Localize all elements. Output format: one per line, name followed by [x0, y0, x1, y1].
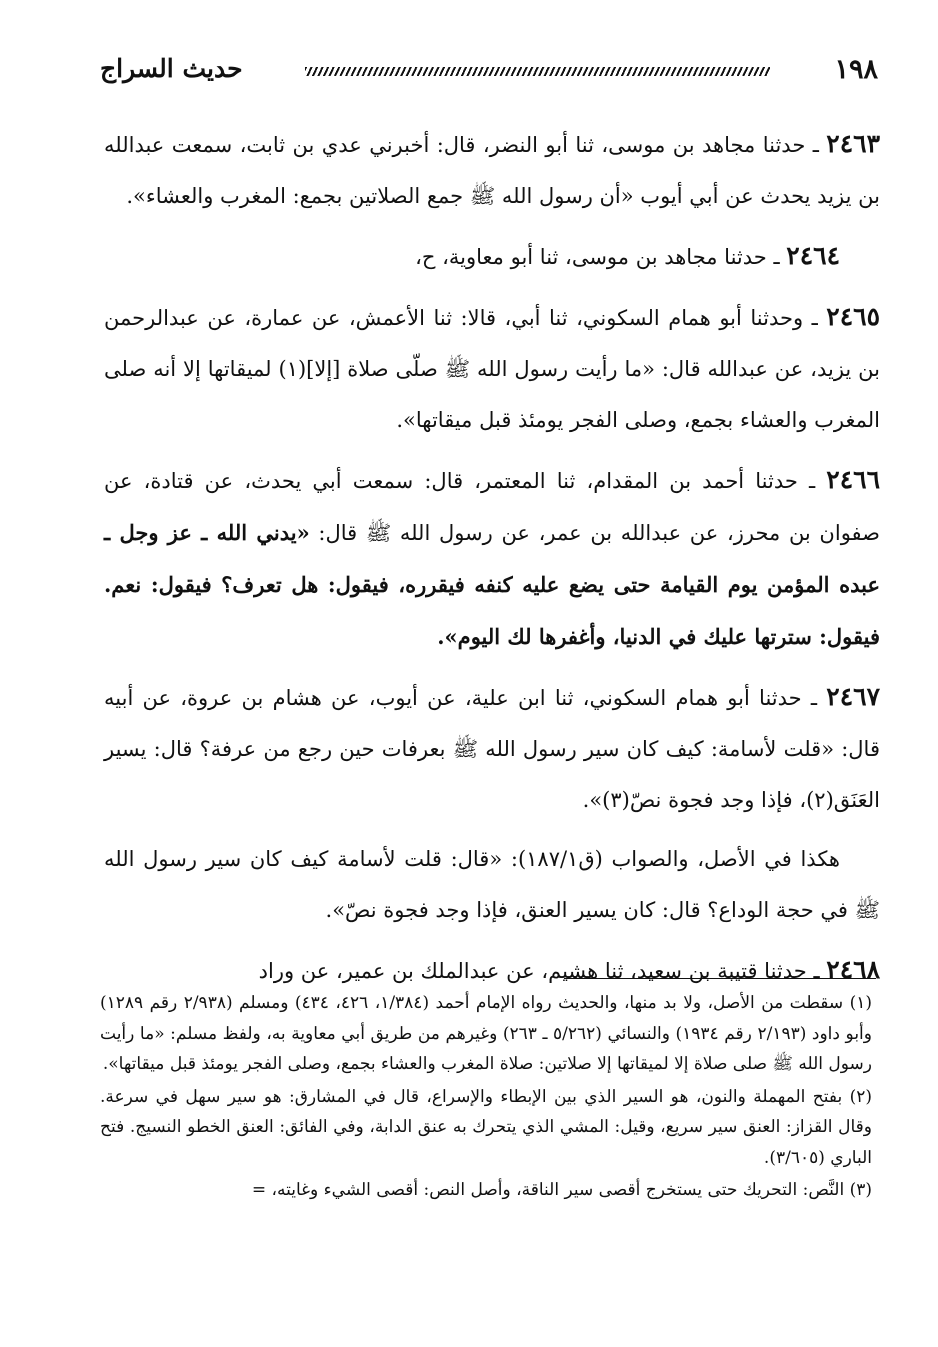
hadith-number: ٢٤٦٤ [786, 241, 840, 270]
hadith-number: ٢٤٦٦ [826, 465, 880, 494]
hadith-2463 [104, 118, 880, 222]
hadith-2465 [104, 291, 880, 446]
page-header [100, 52, 878, 88]
hadith-number: ٢٤٦٨ [826, 955, 880, 984]
page-number: ١٩٨ [834, 54, 878, 85]
footnote-3: (٣) النَّص: التحريك حتى يستخرج أقصى سير الناقة، وأصل النص: أقصى الشيء وغايته، = [251, 1180, 872, 1200]
footnote-1: (١) سقطت من الأصل، ولا بد منها، والحديث رواه الإمام أحمد (١/٣٨٤، ٤٢٦، ٤٣٤) ومسلم (٢/٩٣٨ رقم ١٢٨٩) وأبو داود (٢/١٩٣ رقم ١٩٣٤) والنسائي (٥/٢٦٢ ـ ٢٦٣) وغيرهم من طريق أبي معاوية به، ولفظ مسلم: «ما رأيت رسول الله ﷺ صلى صلاة إلا لميقاتها إلا صلاتين: صلاة المغرب والعشاء بجمع، وصلى الفجر يومئذ قبل ميقاتها». [100, 993, 873, 1074]
hadith-text: ـ حدثنا قتيبة بن سعيد، ثنا هشيم، عن عبدالملك بن عمير، عن وراد [258, 959, 827, 983]
footnotes [100, 988, 872, 1208]
hadith-2467 [104, 671, 880, 826]
footnote-separator [564, 978, 876, 979]
hadith-2466 [104, 454, 880, 663]
hadith-text: ـ حدثنا أبو همام السكوني، ثنا ابن علية، عن أيوب، عن هشام بن عروة، عن أبيه قال: «قلت لأسامة: كيف كان سير رسول الله ﷺ بعرفات حين رجع من عرفة؟ قال: يسير العَنَق(٢)، فإذا وجد فجوة نصّ(٣)». [104, 686, 880, 812]
hadith-number: ٢٤٦٣ [826, 129, 880, 158]
hadith-text: ـ حدثنا مجاهد بن موسى، ثنا أبو معاوية، ح، [415, 245, 787, 269]
hadith-number: ٢٤٦٧ [826, 682, 880, 711]
decorative-rule [305, 67, 770, 76]
footnote-2: (٢) بفتح المهملة والنون، هو السير الذي بين الإبطاء والإسراع، قال في المشارق: هو سير سهل في سرعة. وقال القزاز: العنق سير سريع، وقيل: المشي الذي يتحرك به عنق الدابة، وفي الفائق: العنق الخطو النسيج. فتح الباري (٣/٦٠٥). [100, 1086, 872, 1168]
hadith-2464 [104, 230, 880, 283]
hadith-text: ـ حدثنا أحمد بن المقدام، ثنا المعتمر، قال: سمعت أبي يحدث، عن قتادة، عن صفوان بن محرز، عن عبدالله بن عمر، عن رسول الله ﷺ قال: [104, 469, 880, 545]
hadith-number: ٢٤٦٥ [826, 302, 880, 331]
editor-note: هكذا في الأصل، والصواب (ق١٨٧/١): «قال: قلت لأسامة كيف كان سير رسول الله ﷺ في حجة الوداع؟ قال: كان يسير العنق، فإذا وجد فجوة نصّ». [104, 847, 880, 922]
book-title: حديث السراج [100, 54, 243, 83]
main-text [104, 118, 880, 1005]
hadith-text: ـ وحدثنا أبو همام السكوني، ثنا أبي، قالا: ثنا الأعمش، عن عمارة، عن عبدالرحمن بن يزيد، عن عبدالله قال: «ما رأيت رسول الله ﷺ صلّى صلاة [إلا](١) لميقاتها إلا أنه صلى المغرب والعشاء بجمع، وصلى الفجر يومئذ قبل ميقاتها». [104, 306, 880, 432]
hadith-text: ـ حدثنا مجاهد بن موسى، ثنا أبو النضر، قال: أخبرني عدي بن ثابت، سمعت عبدالله بن يزيد يحدث عن أبي أيوب «أن رسول الله ﷺ جمع الصلاتين بجمع: المغرب والعشاء». [104, 133, 880, 208]
hadith-quote: «يدني الله ـ عز وجل ـ عبده المؤمن يوم القيامة حتى يضع عليه كنفه فيقرره، فيقول: هل تعرف؟ فيقول: نعم. فيقول: سترتها عليك في الدنيا، وأغفرها لك اليوم». [104, 520, 880, 649]
